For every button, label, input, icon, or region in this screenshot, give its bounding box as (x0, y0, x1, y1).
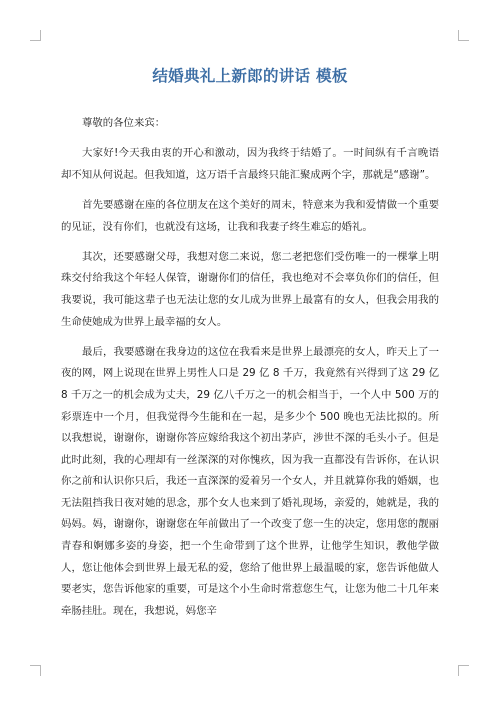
paragraph-1: 大家好!今天我由衷的开心和激动，因为我终于结婚了。一时间纵有千言晚语却不知从何说起。但我知道，这万语千言最终只能汇聚成两个字，那就是“感谢”。 (61, 147, 439, 181)
crop-mark-top-left (30, 30, 41, 41)
document-body (61, 113, 439, 631)
paragraph-4: 最后，我要感谢在我身边的这位在我看来是世界上最漂亮的女人，昨天上了一夜的网，网上说现在世界上男性人口是 29 亿 8 千万，我竟然有兴得到了这 29 亿 8 千万之一的机会成为丈夫，29 亿八千万之一的机会相当于，一个人中 500 万的彩票连中一个月，但我觉得今生能和在一起，是多少个 500 晚也无法比拟的。所以我想说，谢谢你，谢谢你答应嫁给我这个初出茅庐，涉世不深的毛头小子。但是此时此刻，我的心理却有一丝深深的对你愧疚，因为我一直都没有告诉你，在认识你之前和认识你只后，我还一直深深的爱着另一个女人，并且就算你我的婚姻，也无法阻挡我日夜对她的思念，那个女人也来到了婚礼现场，亲爱的，她就是，我的妈妈。妈，谢谢你，谢谢您在年前做出了一个改变了您一生的决定，您用您的靓丽青春和婀娜多姿的身姿，把一个生命带到了这个世界，让他学生知识，教他学做人，您让他体会到世界上最无私的爱，您给了他世界上最温暖的家，您告诉他做人要老实，您告诉他家的重要，可是这个小生命时常惹您生气，让您为他二十几年来牵肠挂肚。现在，我想说，妈您辛 (61, 345, 439, 617)
crop-mark-bottom-right (458, 665, 469, 676)
paragraph-3: 其次，还要感谢父母，我想对您二来说，您二老把您们受伤唯一的一棵掌上明珠交付给我这个年轻人保管，谢谢你们的信任，我也绝对不会辜负你们的信任，但我要说，我可能这辈子也无法让您的女儿成为世界上最富有的女人，但我会用我的生命使她成为世界上最幸福的女人。 (61, 250, 439, 328)
document-title: 结婚典礼上新郎的讲话 模板 (152, 67, 348, 85)
greeting-line: 尊敬的各位来宾： (82, 117, 166, 129)
crop-mark-bottom-left (30, 665, 41, 676)
paragraph-2: 首先要感谢在座的各位朋友在这个美好的周末，特意来为我和爱情做一个重要的见证，没有你们，也就没有这场，让我和我妻子终生难忘的婚礼。 (61, 198, 439, 233)
crop-mark-top-right (458, 30, 469, 41)
